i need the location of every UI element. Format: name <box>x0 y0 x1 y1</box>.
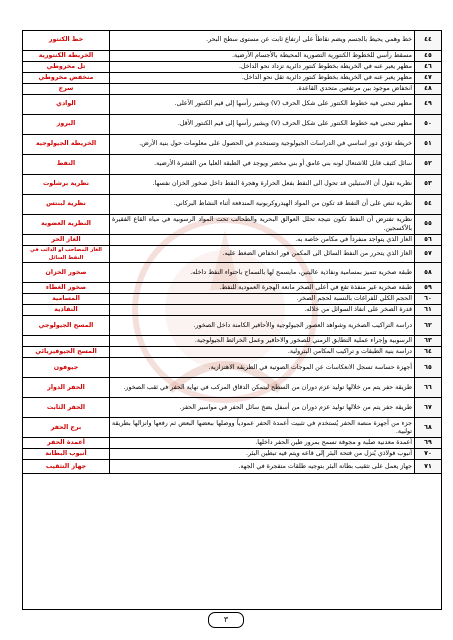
row-number: ٥٧ <box>415 246 442 263</box>
definition-text: أنبوب فولاذي يُنزل من فتحة البئر إلى قاعه ويتم فيه تبطين البئر. <box>110 449 415 460</box>
definition-text: طبقة صخرية تتميز بمسامية ونفاذية عاليتين، مايسمح لها بالسماح باحتواء النفط داخله. <box>110 263 415 283</box>
row-number: ٦٠ <box>415 294 442 305</box>
term-label: صخور الخزان <box>23 263 110 283</box>
row-number: ٧٠ <box>415 449 442 460</box>
term-label: تل مخروطي <box>23 62 110 73</box>
term-label: صخور الغطاء <box>23 283 110 294</box>
row-number: ٥٣ <box>415 175 442 195</box>
definition-text: مظهر يعبر عنه في الخريطة بخطوط كنتور دائرية تزداد نحو الداخل. <box>110 62 415 73</box>
definition-text: مظهر تنحني فيه خطوط الكنتور على شكل الحرف (V) ويشير رأسها إلى قيم الكنتور الأعلى. <box>110 95 415 115</box>
row-number: ٤٨ <box>415 84 442 95</box>
row-number: ٦٥ <box>415 358 442 378</box>
term-label: المسح الجيولوجي <box>23 316 110 336</box>
definition-text: نظرية تفترض أن النفط تكون نتيجة تحلل العوالق البحرية والطحالب تحت المواد الرسوبية في مياه القاع الفقيرة بالأكسجين. <box>110 215 415 235</box>
row-number: ٦١ <box>415 305 442 316</box>
row-number: ٤٦ <box>415 62 442 73</box>
definition-text: أجهزة حساسة تسجل الانعكاسات عن الموجات الصوتية في الطريقة الاهتزازية. <box>110 358 415 378</box>
term-label: برج الحفر <box>23 418 110 438</box>
definition-text: مسقط رأسي للخطوط الكنتورية التصورية المحيطة بالأجسام الأرضية. <box>110 51 415 62</box>
definition-text: خريطة تؤدي دور اساسي في الدراسات الجيولوجية وتستخدم في الحصول على معلومات حول بنية الأرض. <box>110 135 415 155</box>
row-number: ٦٤ <box>415 347 442 358</box>
term-label: جيوفون <box>23 358 110 378</box>
row-number: ٦٦ <box>415 378 442 398</box>
term-label: الوادي <box>23 95 110 115</box>
row-number: ٦٩ <box>415 438 442 449</box>
definition-text: طبقة صخرية غير منفذة تقع في أعلى الصخر مانعة الهجرة العمودية للنفط. <box>110 283 415 294</box>
definition-text: جهاز يعمل على تثقيب بطانة البئر بتوجيه طلقات متفجرة في الجهة. <box>110 460 415 474</box>
definition-text: مظهر تنحني فيه خطوط الكنتور على شكل الحرف (V) ويشير رأسها إلى قيم الكنتور الأقل. <box>110 115 415 135</box>
definition-text: مظهر يعبر عنه في الخريطة بخطوط كنتور دائرية تقل نحو الداخل. <box>110 73 415 84</box>
definition-text: جزء من أجهزة منصة الحفر يُستخدم في تثبيت أعمدة الحفر عمودياً ووصلها ببعضها البعض ثم رفعها وانزالها بطريقة تولبية. <box>110 418 415 438</box>
term-label: النظرية العضوية <box>23 215 110 235</box>
term-label: النفاذية <box>23 305 110 316</box>
definition-text: طريقة حفر يتم من خلالها توليد عزم دوران من أسفل بضخ سائل الحفر في مواسير الحفر. <box>110 398 415 418</box>
definition-text: خط وهمي يحيط بالجسم ويضم نقاطاً على ارتفاع ثابت عن مستوى سطح البحر. <box>110 31 415 51</box>
row-number: ٦٢ <box>415 316 442 336</box>
row-number: ٥٤ <box>415 195 442 215</box>
row-number: ٦٣ <box>415 336 442 347</box>
term-label: جهاز التثقيب <box>23 460 110 474</box>
definition-text: الرسوبية وإجراء عملية التطابق الزمني للصخور والاحافير وعمل الخرائط الجيولوجية. <box>110 336 415 347</box>
term-label: سرج <box>23 84 110 95</box>
row-number: ٤٤ <box>415 31 442 51</box>
term-label: الحفر الثابت <box>23 398 110 418</box>
page-number: ٣ <box>208 612 244 628</box>
row-number: ٥٢ <box>415 155 442 175</box>
row-number: ٥١ <box>415 135 442 155</box>
term-label: أعمدة الحفر <box>23 438 110 449</box>
page-border <box>22 30 442 610</box>
definition-text: طريقة حفر يتم من خلالها توليد عزم دوران من السطح ليتمكن الدقاق المركب في نهاية الحفر في ثقب الصخور. <box>110 378 415 398</box>
term-label: البروز <box>23 115 110 135</box>
definition-text: انخفاض موجود بين مرتفعين متحدي القاعدة. <box>110 84 415 95</box>
row-number: ٥٦ <box>415 235 442 246</box>
row-number: ٦٧ <box>415 398 442 418</box>
row-number: ٧١ <box>415 460 442 474</box>
term-label: خط الكنتور <box>23 31 110 51</box>
definition-text: دراسة التراكيب الصخرية وشواهد العصور الجيولوجية والأحافير الكامنة داخل الصخور. <box>110 316 415 336</box>
term-label: الغاز المصاحب او الذائب في النفط السائل <box>23 246 110 263</box>
term-label: نظرية برشلوت <box>23 175 110 195</box>
row-number: ٤٧ <box>415 73 442 84</box>
definition-text: نظرية تنص على أن النفط قد تكون من المواد الهيدروكربونية المندفعة أثناء النشاط البركاني. <box>110 195 415 215</box>
definition-text: سائل كثيف قابل للاشتعال لونه بني غامق أو بني مخضر ويوجد في الطبقة العليا من القشرة الأرضية. <box>110 155 415 175</box>
term-label: الحفر الدوار <box>23 378 110 398</box>
row-number: ٤٩ <box>415 95 442 115</box>
term-label: أنبوب البطانة <box>23 449 110 460</box>
term-label: الخريطة الجيولوجية <box>23 135 110 155</box>
row-number: ٦٨ <box>415 418 442 438</box>
row-number: ٥٨ <box>415 263 442 283</box>
definition-text: أعمدة معدنية صلبة و مجوفة تسمح بمرور طين الحفر داخلها. <box>110 438 415 449</box>
term-label: منخفض مخروطي <box>23 73 110 84</box>
term-label: المسح الجيوفيزيائي <box>23 347 110 358</box>
row-number: ٤٥ <box>415 51 442 62</box>
definition-text: الحجم الكلي للفراغات بالنسبة لحجم الصخر. <box>110 294 415 305</box>
definition-text: الغاز الذي يتواجد منفرداً في مكامن خاصة به. <box>110 235 415 246</box>
term-label: الغاز الحر <box>23 235 110 246</box>
definition-text: نظرية تقول أن الاستيلين قد تحول الى النفط بفعل الحرارة وهجرة النفط داخل صخور الخزان نفسها. <box>110 175 415 195</box>
term-label: نظرية لبنتس <box>23 195 110 215</box>
definition-text: الغاز الذي يتحرر من النفط السائل الى المكمن فور انخفاض الضغط عليه. <box>110 246 415 263</box>
row-number: ٥٩ <box>415 283 442 294</box>
definition-text: قدرة الصخر على انفاذ السوائل من خلاله. <box>110 305 415 316</box>
term-label: الخريطة الكنتورية <box>23 51 110 62</box>
definition-text: دراسة بنية الطبقات و تراكيب المكامن البترولية. <box>110 347 415 358</box>
term-label: النفط <box>23 155 110 175</box>
term-label: المسامية <box>23 294 110 305</box>
row-number: ٥٠ <box>415 115 442 135</box>
row-number: ٥٥ <box>415 215 442 235</box>
